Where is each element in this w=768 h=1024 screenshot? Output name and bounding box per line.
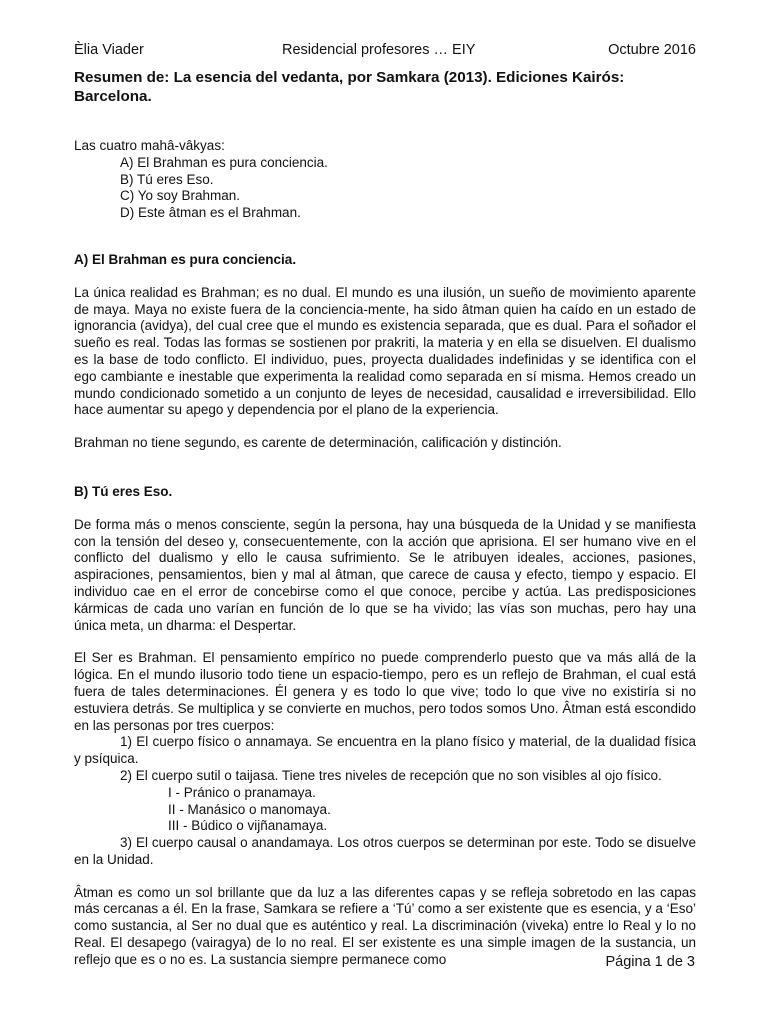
list-item: I - Pránico o pranamaya. (168, 784, 316, 800)
header-date: Octubre 2016 (608, 42, 696, 58)
body-item-physical: 1) El cuerpo físico o annamaya. Se encuentra en la plano físico y material, de la dualidad física y psíquica. (74, 734, 696, 767)
header-author: Èlia Viader (74, 42, 144, 58)
intro-label: Las cuatro mahâ-vâkyas: (74, 138, 225, 153)
list-item: III - Búdico o vijñanamaya. (168, 818, 328, 834)
body-item-subtle: 2) El cuerpo sutil o taijasa. Tiene tres niveles de recepción que no son visibles al ojo físico. (120, 767, 662, 783)
header-center: Residencial profesores … EIY (282, 42, 476, 58)
list-item: C) Yo soy Brahman. (120, 188, 241, 204)
section-b-paragraph: El Ser es Brahman. El pensamiento empírico no puede comprenderlo puesto que va más allá de la lógica. En el mundo ilusorio todo tiene un espacio-tiempo, pero es un reflejo de Brahman, el cual está fuera de tales determinaciones. Él genera y es todo lo que vive; todo lo que vive no existiría si no estuviera detrás. Se multiplica y se convierte en muchos, pero todos somos Uno. Âtman está escondido en las personas por tres cuerpos: (74, 650, 696, 733)
subtle-levels-list (74, 785, 696, 835)
section-a-heading: A) El Brahman es pura conciencia. (74, 251, 297, 267)
list-item: D) Este âtman es el Brahman. (120, 205, 301, 221)
body-item-causal: 3) El cuerpo causal o anandamaya. Los otros cuerpos se determinan por este. Todo se disuelve en la Unidad. (74, 835, 696, 867)
section-a-paragraph: La única realidad es Brahman; es no dual. El mundo es una ilusión, un sueño de movimiento aparente de maya. Maya no existe fuera de la conciencia-mente, ha sido âtman quien ha caído en un estado de ignorancia (avidya), del cual cree que el mundo es existencia separada, que es dual. Para el soñador el sueño es real. Todas las formas se sostienen por prakriti, la materia y en ella se disuelven. El dualismo es la base de todo conflicto. El individuo, pues, proyecta dualidades indefinidas y se identifica con el ego cambiante e inestable que experimenta la realidad como separada en sí misma. Hemos creado un mundo condicionado sometido a un conjunto de leyes de necesidad, causalidad e irreversibilidad. Ello hace aumentar su apego y dependencia por el plano de la experiencia. (74, 284, 696, 418)
section-b-paragraph: De forma más o menos consciente, según la persona, hay una búsqueda de la Unidad y se manifiesta con la tensión del deseo y, consecuentemente, con la acción que aprisiona. El ser humano vive en el conflicto del dualismo y ello le causa sufrimiento. Se le atribuyen ideales, acciones, pasiones, aspiraciones, pensamientos, bien y mal al âtman, que carece de causa y efecto, tiempo y espacio. El individuo cae en el error de concebirse como el que conoce, percibe y actúa. Las predisposiciones kármicas de cada uno varían en función de lo que se ha vivido; las vías son muchas, pero hay una única meta, un dharma: el Despertar. (74, 516, 696, 633)
section-a-paragraph: Brahman no tiene segundo, es carente de determinación, calificación y distinción. (74, 435, 562, 451)
document-body (74, 68, 696, 969)
page-number: Página 1 de 3 (605, 954, 695, 970)
list-item: A) El Brahman es pura conciencia. (120, 154, 328, 170)
list-item: B) Tú eres Eso. (120, 171, 214, 187)
list-item: II - Manásico o manomaya. (168, 801, 331, 817)
section-b-paragraph: Âtman es como un sol brillante que da luz a las diferentes capas y se refleja sobretodo en las capas más cercanas a él. En la frase, Samkara se refiere a ‘Tú’ como a ser existente que es esencia, y a ‘Eso’ como sustancia, al Ser no dual que es auténtico y real. La discriminación (viveka) entre lo Real y lo no Real. El desapego (vairagya) de lo no real. El ser existente es una simple imagen de la sustancia, un reflejo que es o no es. La sustancia siempre permanece como (74, 884, 696, 967)
mahavakyas-list (74, 155, 696, 222)
section-b-heading: B) Tú eres Eso. (74, 483, 173, 499)
document-title: Resumen de: La esencia del vedanta, por Samkara (2013). Ediciones Kairós: Barcelona. (74, 69, 625, 105)
